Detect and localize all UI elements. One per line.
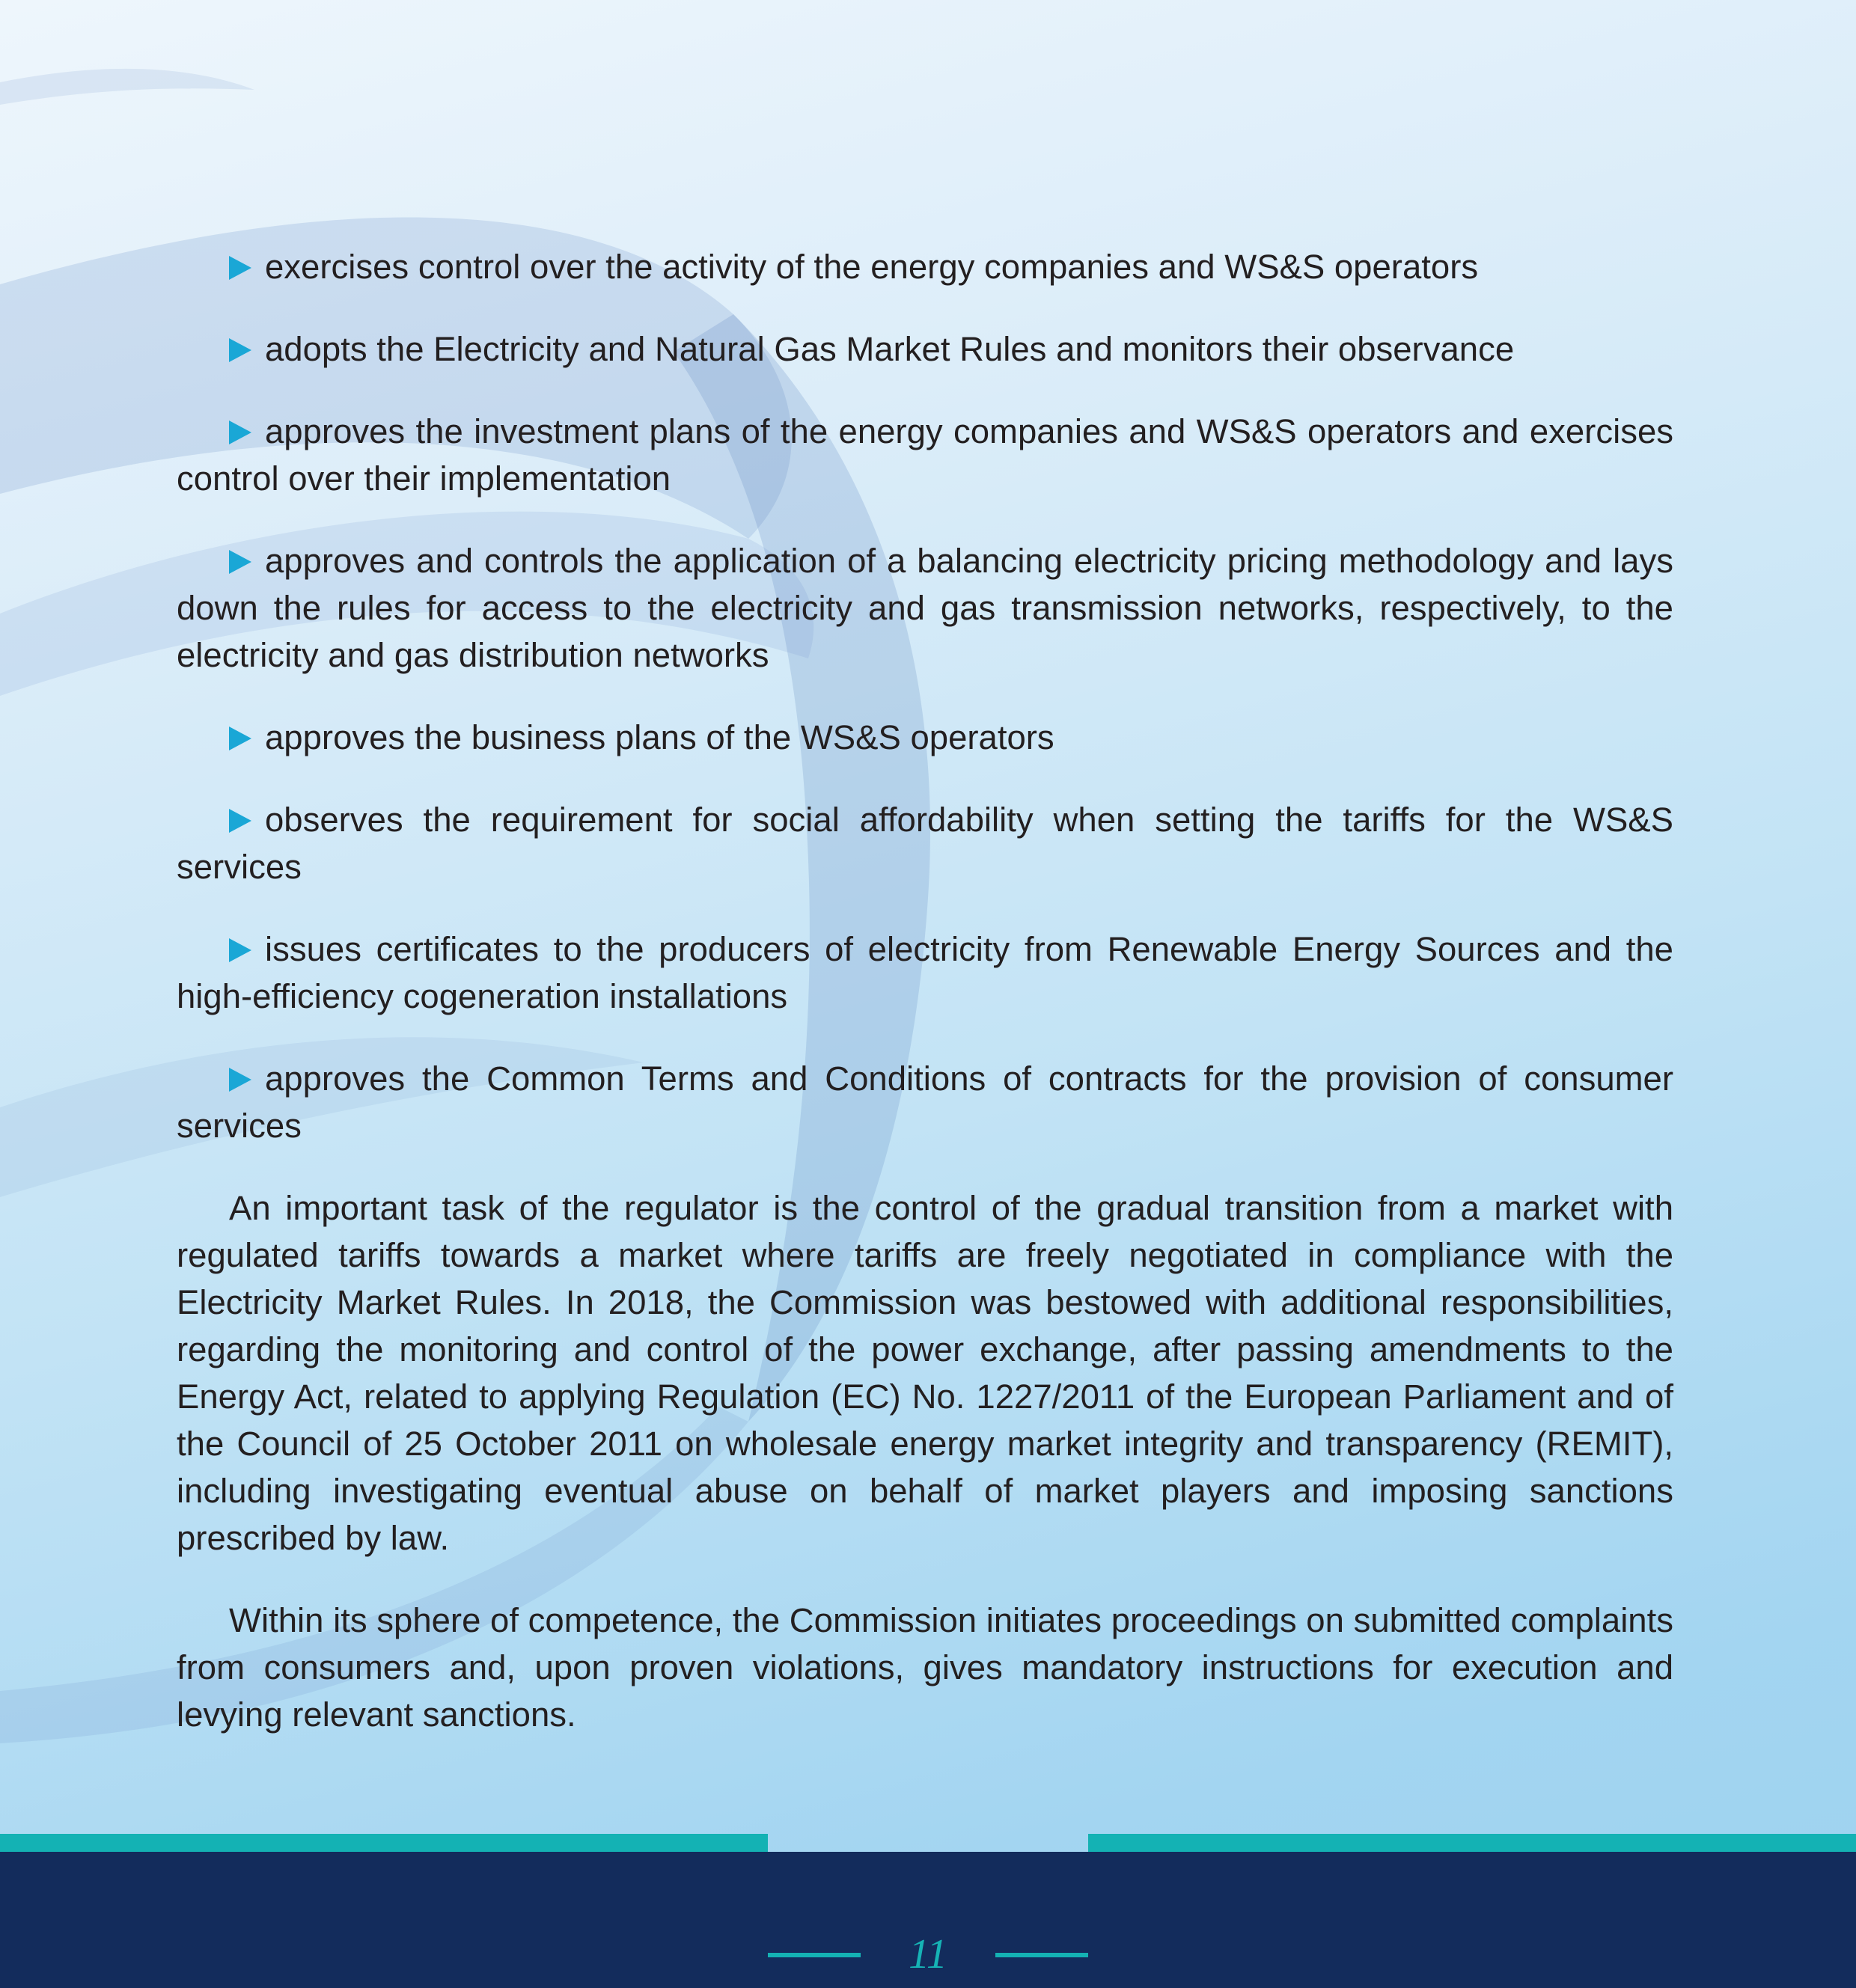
triangle-bullet-icon — [229, 727, 251, 750]
bullet-text: adopts the Electricity and Natural Gas Market Rules and monitors their observance — [265, 330, 1515, 368]
bullet-text: approves the business plans of the WS&S operators — [265, 718, 1054, 756]
bullet-item — [177, 325, 1673, 373]
bullet-item — [177, 714, 1673, 761]
triangle-bullet-icon — [229, 1068, 251, 1092]
main-content — [177, 243, 1673, 1773]
page-number-rule-left — [768, 1953, 861, 1957]
bullet-item — [177, 408, 1673, 502]
triangle-bullet-icon — [229, 938, 251, 962]
triangle-bullet-icon — [229, 550, 251, 574]
bullet-text: exercises control over the activity of the energy companies and WS&S operators — [265, 248, 1479, 286]
bullet-item — [177, 537, 1673, 679]
bullet-text: approves and controls the application of a balancing electricity pricing methodology and lays down the rules for access to the electricity and gas transmission networks, respectively, to the electricity and gas distribution networks — [177, 542, 1673, 674]
footer-accent-bar-right — [1088, 1834, 1856, 1852]
triangle-bullet-icon — [229, 809, 251, 833]
triangle-bullet-icon — [229, 256, 251, 280]
bullet-text: approves the Common Terms and Conditions of contracts for the provision of consumer services — [177, 1059, 1673, 1145]
bullet-item — [177, 1055, 1673, 1149]
bullet-item — [177, 796, 1673, 890]
footer-accent-bar-left — [0, 1834, 768, 1852]
triangle-bullet-icon — [229, 338, 251, 362]
page-number: 11 — [909, 1931, 947, 1978]
body-paragraph: An important task of the regulator is the control of the gradual transition from a market with regulated tariffs towards a market where tariffs are freely negotiated in compliance with the Electricity Market Rules. In 2018, the Commission was bestowed with additional responsibilities, regarding the monitoring and control of the power exchange, after passing amendments to the Energy Act, related to applying Regulation (EC) No. 1227/2011 of the European Parliament and of the Council of 25 October 2011 on wholesale energy market integrity and transparency (REMIT), including investigating eventual abuse on behalf of market players and imposing sanctions prescribed by law. — [177, 1189, 1673, 1557]
bullet-text: approves the investment plans of the energy companies and WS&S operators and exercises control over their implementation — [177, 412, 1673, 498]
bullet-item — [177, 243, 1673, 290]
bullet-text: observes the requirement for social affordability when setting the tariffs for the WS&S services — [177, 801, 1673, 886]
bullet-item — [177, 926, 1673, 1020]
body-paragraph: Within its sphere of competence, the Commission initiates proceedings on submitted complaints from consumers and, upon proven violations, gives mandatory instructions for execution and levying relevant sanctions. — [177, 1601, 1673, 1734]
triangle-bullet-icon — [229, 420, 251, 444]
page-number-rule-right — [995, 1953, 1088, 1957]
bullet-text: issues certificates to the producers of electricity from Renewable Energy Sources and the high-efficiency cogeneration installations — [177, 930, 1673, 1015]
